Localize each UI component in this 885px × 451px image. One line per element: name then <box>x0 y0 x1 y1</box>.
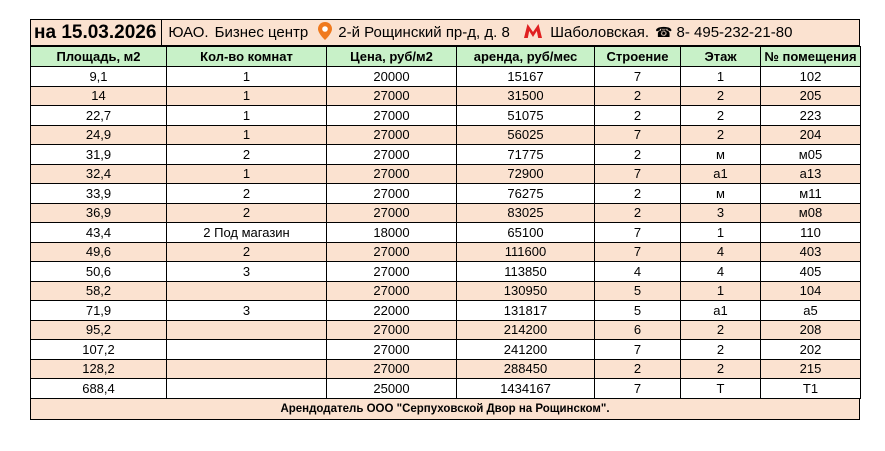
table-row <box>31 106 861 126</box>
cell-building: 2 <box>595 86 681 106</box>
cell-room-number: 215 <box>761 359 861 379</box>
cell-building: 4 <box>595 262 681 282</box>
cell-building: 7 <box>595 67 681 87</box>
cell-room-number: 205 <box>761 86 861 106</box>
cell-rent: 51075 <box>457 106 595 126</box>
cell-rooms <box>167 340 327 360</box>
cell-floor: 1 <box>681 223 761 243</box>
cell-building: 2 <box>595 203 681 223</box>
cell-price: 20000 <box>327 67 457 87</box>
cell-rent: 65100 <box>457 223 595 243</box>
cell-rent: 241200 <box>457 340 595 360</box>
address-label: 2-й Рощинский пр-д, д. 8 <box>338 24 510 41</box>
cell-rent: 130950 <box>457 281 595 301</box>
col-area: Площадь, м2 <box>31 47 167 67</box>
table-row <box>31 320 861 340</box>
cell-room-number: 405 <box>761 262 861 282</box>
cell-room-number: 202 <box>761 340 861 360</box>
cell-area: 24,9 <box>31 125 167 145</box>
cell-building: 2 <box>595 184 681 204</box>
cell-rent: 131817 <box>457 301 595 321</box>
cell-area: 58,2 <box>31 281 167 301</box>
cell-area: 50,6 <box>31 262 167 282</box>
cell-area: 9,1 <box>31 67 167 87</box>
cell-rooms <box>167 320 327 340</box>
table-row <box>31 125 861 145</box>
cell-building: 7 <box>595 125 681 145</box>
col-rooms: Кол-во комнат <box>167 47 327 67</box>
cell-floor: Т <box>681 379 761 399</box>
cell-area: 33,9 <box>31 184 167 204</box>
table-row <box>31 184 861 204</box>
cell-room-number: 208 <box>761 320 861 340</box>
table-row <box>31 86 861 106</box>
cell-room-number: м05 <box>761 145 861 165</box>
cell-rent: 1434167 <box>457 379 595 399</box>
table-row <box>31 145 861 165</box>
table-header-row <box>31 47 861 67</box>
cell-rooms <box>167 379 327 399</box>
cell-rooms: 1 <box>167 125 327 145</box>
cell-rent: 288450 <box>457 359 595 379</box>
cell-price: 27000 <box>327 262 457 282</box>
cell-price: 27000 <box>327 106 457 126</box>
cell-area: 95,2 <box>31 320 167 340</box>
cell-rent: 214200 <box>457 320 595 340</box>
cell-area: 22,7 <box>31 106 167 126</box>
cell-room-number: 104 <box>761 281 861 301</box>
cell-area: 688,4 <box>31 379 167 399</box>
business-center-label: Бизнес центр <box>214 24 309 41</box>
col-floor: Этаж <box>681 47 761 67</box>
cell-rooms: 3 <box>167 262 327 282</box>
table-row <box>31 203 861 223</box>
cell-area: 128,2 <box>31 359 167 379</box>
cell-room-number: м08 <box>761 203 861 223</box>
cell-price: 27000 <box>327 203 457 223</box>
table-row <box>31 223 861 243</box>
cell-building: 6 <box>595 320 681 340</box>
date-label: на 15.03.2026 <box>31 20 162 45</box>
table-row <box>31 340 861 360</box>
cell-rent: 83025 <box>457 203 595 223</box>
cell-floor: а1 <box>681 164 761 184</box>
cell-floor: 1 <box>681 67 761 87</box>
header-bar <box>30 19 860 46</box>
cell-rent: 56025 <box>457 125 595 145</box>
district-label: ЮАО. <box>168 24 209 41</box>
cell-price: 27000 <box>327 242 457 262</box>
cell-rooms: 2 Под магазин <box>167 223 327 243</box>
cell-price: 18000 <box>327 223 457 243</box>
cell-price: 27000 <box>327 164 457 184</box>
cell-floor: 2 <box>681 125 761 145</box>
listings-table <box>30 46 861 399</box>
metro-station-label: Шаболовская. <box>550 24 650 41</box>
col-price-per-m2: Цена, руб/м2 <box>327 47 457 67</box>
table-row <box>31 359 861 379</box>
cell-price: 27000 <box>327 320 457 340</box>
cell-building: 5 <box>595 281 681 301</box>
cell-area: 49,6 <box>31 242 167 262</box>
cell-building: 7 <box>595 223 681 243</box>
cell-rent: 15167 <box>457 67 595 87</box>
cell-rooms <box>167 359 327 379</box>
cell-room-number: 223 <box>761 106 861 126</box>
table-row <box>31 379 861 399</box>
col-building: Строение <box>595 47 681 67</box>
cell-floor: 2 <box>681 359 761 379</box>
landlord-footer: Арендодатель ООО "Серпуховской Двор на Рощинском". <box>30 399 860 420</box>
cell-building: 2 <box>595 145 681 165</box>
table-body <box>31 67 861 399</box>
table-row <box>31 67 861 87</box>
cell-floor: м <box>681 184 761 204</box>
cell-building: 2 <box>595 359 681 379</box>
cell-rent: 76275 <box>457 184 595 204</box>
table-row <box>31 301 861 321</box>
cell-room-number: 204 <box>761 125 861 145</box>
cell-floor: 2 <box>681 106 761 126</box>
cell-building: 7 <box>595 242 681 262</box>
cell-rooms: 2 <box>167 242 327 262</box>
cell-floor: 3 <box>681 203 761 223</box>
cell-price: 27000 <box>327 145 457 165</box>
cell-floor: а1 <box>681 301 761 321</box>
cell-building: 7 <box>595 164 681 184</box>
cell-floor: м <box>681 145 761 165</box>
cell-room-number: Т1 <box>761 379 861 399</box>
phone-icon: ☎ <box>655 24 673 40</box>
cell-price: 27000 <box>327 359 457 379</box>
table-row <box>31 242 861 262</box>
cell-rooms: 3 <box>167 301 327 321</box>
cell-building: 2 <box>595 106 681 126</box>
cell-area: 32,4 <box>31 164 167 184</box>
cell-room-number: м11 <box>761 184 861 204</box>
cell-rooms: 1 <box>167 67 327 87</box>
cell-building: 7 <box>595 379 681 399</box>
cell-area: 14 <box>31 86 167 106</box>
price-sheet <box>30 19 860 420</box>
cell-rent: 113850 <box>457 262 595 282</box>
cell-building: 7 <box>595 340 681 360</box>
cell-area: 36,9 <box>31 203 167 223</box>
table-row <box>31 281 861 301</box>
cell-price: 27000 <box>327 86 457 106</box>
cell-room-number: 110 <box>761 223 861 243</box>
cell-building: 5 <box>595 301 681 321</box>
col-rent-per-month: аренда, руб/мес <box>457 47 595 67</box>
cell-price: 27000 <box>327 281 457 301</box>
cell-rooms: 2 <box>167 184 327 204</box>
location-pin-icon <box>318 22 332 44</box>
cell-rooms: 1 <box>167 106 327 126</box>
cell-floor: 4 <box>681 262 761 282</box>
cell-price: 25000 <box>327 379 457 399</box>
phone-number: 8- 495-232-21-80 <box>676 24 793 41</box>
col-room-number: № помещения <box>761 47 861 67</box>
cell-area: 107,2 <box>31 340 167 360</box>
table-row <box>31 164 861 184</box>
cell-area: 71,9 <box>31 301 167 321</box>
cell-rent: 111600 <box>457 242 595 262</box>
cell-price: 27000 <box>327 184 457 204</box>
cell-rent: 71775 <box>457 145 595 165</box>
cell-floor: 4 <box>681 242 761 262</box>
cell-room-number: 403 <box>761 242 861 262</box>
cell-price: 27000 <box>327 125 457 145</box>
cell-floor: 2 <box>681 340 761 360</box>
cell-rooms: 2 <box>167 203 327 223</box>
cell-floor: 2 <box>681 86 761 106</box>
table-row <box>31 262 861 282</box>
cell-room-number: а5 <box>761 301 861 321</box>
cell-floor: 2 <box>681 320 761 340</box>
cell-rent: 31500 <box>457 86 595 106</box>
metro-icon <box>524 24 542 42</box>
cell-area: 43,4 <box>31 223 167 243</box>
cell-rooms: 1 <box>167 86 327 106</box>
cell-rooms <box>167 281 327 301</box>
cell-price: 27000 <box>327 340 457 360</box>
cell-room-number: 102 <box>761 67 861 87</box>
cell-rooms: 2 <box>167 145 327 165</box>
cell-room-number: а13 <box>761 164 861 184</box>
cell-floor: 1 <box>681 281 761 301</box>
cell-price: 22000 <box>327 301 457 321</box>
cell-rooms: 1 <box>167 164 327 184</box>
cell-area: 31,9 <box>31 145 167 165</box>
cell-rent: 72900 <box>457 164 595 184</box>
